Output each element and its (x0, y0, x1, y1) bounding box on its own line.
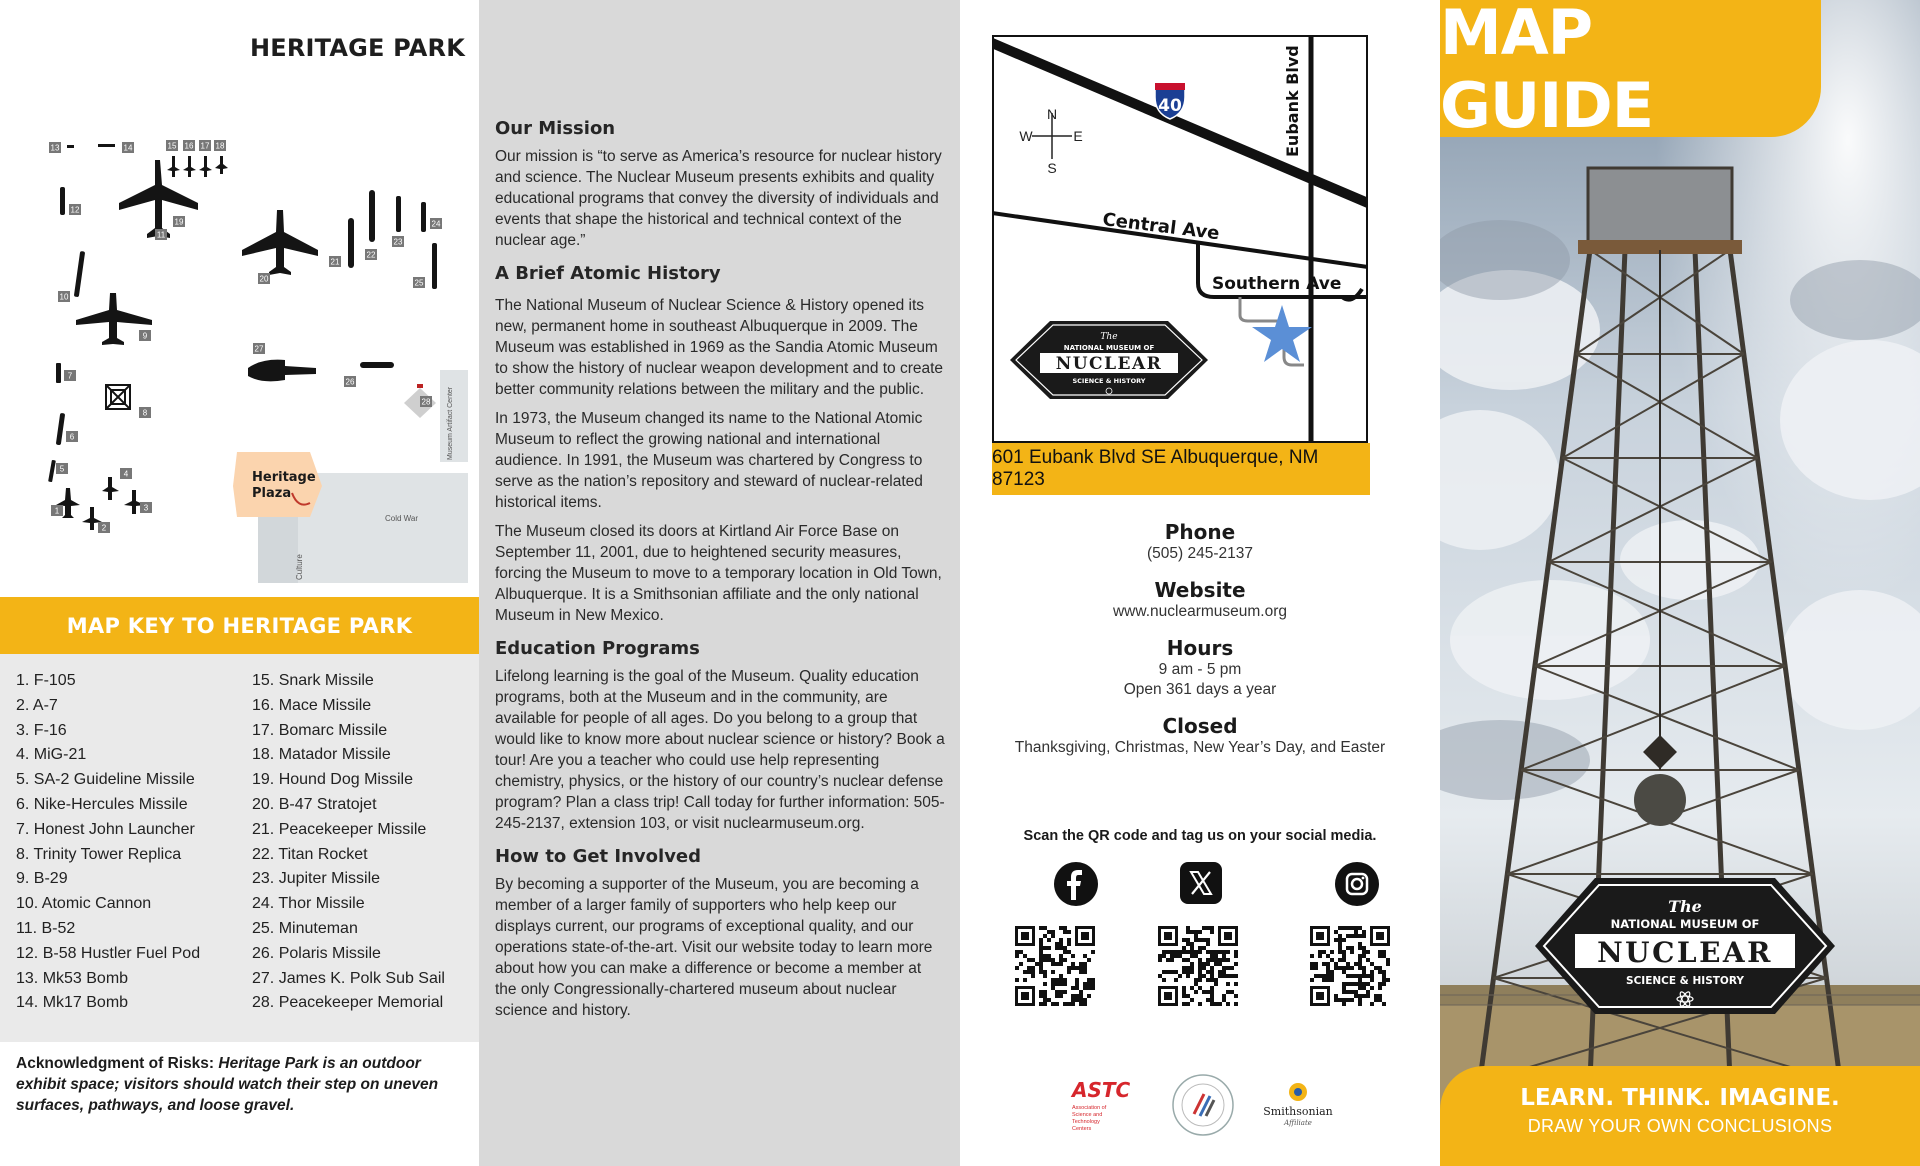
titan-rocket (369, 190, 375, 242)
svg-text:1: 1 (54, 506, 60, 516)
artifact-center-label: Museum Artifact Center (447, 386, 454, 460)
hours-value-1: 9 am - 5 pm (1158, 661, 1242, 678)
map-key-banner: MAP KEY TO HERITAGE PARK (0, 597, 479, 654)
map-key-item: 21. Peacekeeper Missile (252, 820, 427, 838)
involved-heading: How to Get Involved (495, 846, 702, 867)
hours-label: Hours (1166, 636, 1234, 660)
svg-text:Centers: Centers (1072, 1126, 1092, 1132)
culture-label: Culture (295, 554, 304, 580)
svg-text:Science and: Science and (1072, 1112, 1103, 1118)
svg-text:11: 11 (156, 230, 166, 240)
svg-text:25: 25 (414, 278, 424, 288)
interstate-40-shield (1155, 83, 1185, 119)
svg-text:4: 4 (123, 469, 129, 479)
map-marker-21 (329, 256, 341, 267)
map-key-item: 3. F-16 (16, 721, 67, 739)
aircraft-b52 (119, 160, 198, 238)
contact-block (960, 520, 1440, 772)
large-logo-line3: SCIENCE & HISTORY (1626, 975, 1744, 987)
svg-text:19: 19 (174, 217, 184, 227)
website-label: Website (1154, 578, 1246, 602)
svg-text:Association of: Association of (1072, 1105, 1107, 1111)
aircraft-b47 (242, 210, 318, 275)
map-key-item: 27. James K. Polk Sub Sail (252, 969, 445, 987)
small-logo-the: The (1100, 332, 1118, 342)
heritage-park-map (0, 120, 479, 590)
peacekeeper-missile (348, 218, 354, 268)
map-marker-22 (365, 249, 377, 260)
compass-w: W (1019, 128, 1033, 144)
acknowledgment-of-risks (16, 1053, 466, 1116)
smithsonian-affiliate-logo (1260, 1080, 1336, 1132)
heritage-park-title: HERITAGE PARK (249, 34, 465, 62)
large-logo-line2: NUCLEAR (1597, 936, 1773, 969)
small-logo-line1: NATIONAL MUSEUM OF (1063, 344, 1155, 352)
map-key-area (0, 654, 479, 1042)
tower-cabin (1588, 168, 1732, 250)
nike-hercules (56, 413, 65, 445)
svg-text:12: 12 (70, 205, 80, 215)
museum-logo-large (1535, 868, 1835, 1023)
map-marker-5 (56, 463, 68, 474)
history-section (495, 263, 945, 626)
svg-text:16: 16 (184, 141, 194, 151)
fuel-pod (60, 187, 65, 215)
map-key-item: 22. Titan Rocket (252, 845, 368, 863)
acknowledgment-text: Heritage Park is an outdoor exhibit space; visitors should watch their step on uneven surfaces, pathways, and loose gravel. (16, 1055, 439, 1114)
mission-text: Our mission is “to serve as America’s resource for nuclear history and science. The Nuclear Museum presents exhibits and quality educational programs that convey the diversity of individuals and events that shape the historical and technical context of the nuclear age.” (495, 148, 942, 249)
map-marker-10 (58, 291, 70, 302)
map-marker-16 (183, 140, 195, 151)
hound-dog (157, 175, 159, 192)
svg-text:Technology: Technology (1072, 1119, 1100, 1125)
mk53-bomb (67, 145, 74, 148)
acknowledgment-label: Acknowledgment of Risks: (16, 1055, 215, 1072)
address-bar: 601 Eubank Blvd SE Albuquerque, NM 87123 (992, 443, 1370, 495)
map-key-item: 23. Jupiter Missile (252, 870, 381, 888)
compass-s: S (1047, 160, 1057, 176)
large-logo-the: The (1668, 897, 1702, 916)
phone-label: Phone (1164, 520, 1236, 544)
smithsonian-text: Smithsonian (1263, 1105, 1333, 1118)
cold-war-label: Cold War (385, 514, 419, 523)
map-marker-19 (173, 216, 185, 227)
heritage-park-panel (0, 0, 479, 1166)
phone-value[interactable]: (505) 245-2137 (1147, 545, 1253, 562)
history-paragraph-2: In 1973, the Museum changed its name to the National Atomic Museum to reflect the growing national and international audience. In 1991, the Museum was chartered by Congress to serve as the nation’s repository and steward of nuclear-related historical items. (495, 410, 923, 511)
map-key-item: 28. Peacekeeper Memorial (252, 994, 444, 1012)
svg-text:26: 26 (345, 377, 355, 387)
jupiter-missile (396, 196, 401, 232)
map-key-item: 10. Atomic Cannon (16, 895, 152, 913)
map-marker-24 (430, 218, 442, 229)
thor-missile (421, 202, 426, 232)
scan-note: Scan the QR code and tag us on your social media. (1023, 828, 1377, 844)
svg-text:18: 18 (215, 141, 225, 151)
map-key-item: 25. Minuteman (252, 919, 358, 937)
map-marker-25 (413, 277, 425, 288)
map-marker-3 (140, 502, 152, 513)
mission-heading: Our Mission (495, 118, 616, 139)
map-key-item: 12. B-58 Hustler Fuel Pod (16, 944, 201, 962)
mission-section (495, 118, 945, 251)
map-key-item: 4. MiG-21 (16, 746, 87, 764)
svg-text:27: 27 (254, 344, 264, 354)
map-marker-26 (344, 376, 356, 387)
trinity-tower-replica (106, 385, 130, 409)
svg-text:21: 21 (330, 257, 340, 267)
svg-text:24: 24 (431, 219, 441, 229)
svg-text:2: 2 (101, 523, 107, 533)
smithsonian-sub-text: Affiliate (1284, 1119, 1312, 1127)
map-marker-11 (155, 229, 167, 240)
svg-text:6: 6 (69, 432, 75, 442)
map-marker-6 (66, 431, 78, 442)
map-key-item: 5. SA-2 Guideline Missile (16, 771, 195, 789)
sub-sail (248, 360, 316, 382)
closed-label: Closed (1162, 714, 1238, 738)
map-key-item: 26. Polaris Missile (252, 944, 381, 962)
missile-bomarc (199, 156, 212, 177)
map-marker-1 (51, 505, 63, 516)
svg-text:23: 23 (393, 237, 403, 247)
map-marker-27 (253, 343, 265, 354)
mk17-bomb (98, 144, 115, 147)
map-key-item: 6. Nike-Hercules Missile (16, 795, 188, 813)
minuteman (432, 243, 437, 289)
map-marker-13 (49, 142, 61, 153)
history-heading: A Brief Atomic History (495, 263, 721, 284)
map-marker-15 (166, 140, 178, 151)
map-key-column-1 (16, 669, 200, 1016)
aam-accredited-logo (1170, 1072, 1236, 1138)
map-marker-14 (122, 142, 134, 153)
southern-label: Southern Ave (1212, 274, 1342, 294)
svg-text:15: 15 (167, 141, 177, 151)
instagram-qr-code[interactable] (1310, 926, 1390, 1006)
x-qr-code[interactable] (1158, 926, 1238, 1006)
x-icon[interactable] (1180, 862, 1222, 904)
missile-snark (167, 156, 180, 177)
map-key-item: 19. Hound Dog Missile (252, 771, 413, 789)
map-marker-12 (69, 204, 81, 215)
about-panel (479, 0, 960, 1166)
museum-logo-small (1010, 321, 1208, 399)
info-panel (960, 0, 1440, 1166)
history-paragraph-1: The National Museum of Nuclear Science & History opened its new, permanent home in southeast Albuquerque in 2009. The Museum was established in 1969 as the Sandia Atomic Museum to show the history of nuclear weapon development and to create better community relations between the military and the public. (495, 297, 944, 398)
honest-john (56, 363, 61, 383)
closed-value: Thanksgiving, Christmas, New Year’s Day, and Easter (1014, 739, 1386, 756)
missile-matador (215, 156, 228, 174)
map-key-item: 2. A-7 (16, 696, 58, 714)
cover-tagline: LEARN. THINK. IMAGINE. (1520, 1085, 1840, 1111)
map-key-item: 9. B-29 (16, 870, 68, 888)
hours-value-2: Open 361 days a year (1123, 681, 1277, 698)
facebook-qr-code[interactable] (1015, 926, 1095, 1006)
central-label: Central Ave (1101, 209, 1221, 245)
atomic-cannon (74, 251, 85, 297)
heritage-plaza-label-1: Heritage (252, 470, 316, 485)
sa2-missile (48, 460, 56, 482)
map-key-item: 24. Thor Missile (252, 895, 365, 913)
cover-subline: DRAW YOUR OWN CONCLUSIONS (1527, 1116, 1833, 1136)
cover-title-tab (1440, 0, 1821, 142)
instagram-icon[interactable] (1335, 862, 1379, 906)
astc-text: ASTC (1072, 1078, 1131, 1102)
svg-text:8: 8 (142, 408, 148, 418)
svg-text:17: 17 (200, 141, 210, 151)
compass-n: N (1046, 106, 1058, 122)
map-marker-17 (199, 140, 211, 151)
map-marker-20 (258, 273, 270, 284)
map-marker-23 (392, 236, 404, 247)
small-logo-line3: SCIENCE & HISTORY (1072, 377, 1146, 385)
svg-text:28: 28 (421, 397, 431, 407)
svg-text:10: 10 (59, 292, 69, 302)
map-marker-28 (420, 396, 432, 407)
website-value[interactable]: www.nuclearmuseum.org (1112, 603, 1287, 620)
involved-text: By becoming a supporter of the Museum, you are becoming a member of a larger family of supporters who help keep our displays current, our programs of exceptional quality, and our operations state-of-the-art. Visit our website today to learn more about how you can make a difference or become a member at the only Congressionally-chartered museum about nuclear science and history. (495, 876, 933, 1019)
cover-footer (1440, 1066, 1920, 1166)
map-key-item: 1. F-105 (16, 672, 76, 689)
astc-logo (1070, 1075, 1140, 1135)
facebook-icon[interactable] (1054, 862, 1098, 906)
svg-text:13: 13 (50, 143, 60, 153)
eubank-label: Eubank Blvd (1283, 45, 1302, 157)
map-key-item: 18. Matador Missile (252, 746, 391, 764)
map-key-item: 8. Trinity Tower Replica (16, 845, 182, 863)
interstate-40-number: 40 (1158, 96, 1182, 116)
large-logo-line1: NATIONAL MUSEUM OF (1610, 917, 1760, 931)
svg-text:7: 7 (67, 371, 73, 381)
missile-mace (183, 156, 196, 177)
compass-e: E (1073, 128, 1083, 144)
street-map (992, 35, 1368, 443)
history-paragraph-3: The Museum closed its doors at Kirtland Air Force Base on September 11, 2001, due to heightened security measures, forcing the Museum to move to a temporary location in Old Town, Albuquerque. It is a Smithsonian affiliate and the only national Museum in New Mexico. (495, 523, 942, 624)
heritage-plaza-label-2: Plaza (252, 486, 292, 501)
involved-section (495, 846, 945, 1021)
svg-text:14: 14 (123, 143, 133, 153)
map-key-item: 16. Mace Missile (252, 696, 372, 714)
svg-text:5: 5 (59, 464, 65, 474)
map-marker-7 (64, 370, 76, 381)
map-marker-2 (98, 522, 110, 533)
map-key-item: 20. B-47 Stratojet (252, 795, 377, 813)
svg-text:3: 3 (143, 503, 149, 513)
svg-text:20: 20 (259, 274, 269, 284)
education-section (495, 638, 945, 834)
cover-panel (1440, 0, 1920, 1166)
map-key-item: 7. Honest John Launcher (16, 820, 195, 838)
map-key-item: 14. Mk17 Bomb (16, 994, 129, 1012)
map-marker-8 (139, 407, 151, 418)
education-heading: Education Programs (495, 638, 700, 659)
aircraft-mig21 (102, 477, 119, 500)
map-marker-4 (120, 468, 132, 479)
gadget-replica (1634, 774, 1686, 826)
map-marker-9 (139, 330, 151, 341)
map-key-item: 15. Snark Missile (252, 672, 374, 689)
cover-title: MAP GUIDE (1440, 0, 1654, 142)
map-key-item: 17. Bomarc Missile (252, 721, 388, 739)
education-text: Lifelong learning is the goal of the Museum. Quality education programs, both at the Museum and in the community, are available for people of all ages. Do you belong to a group that would like to know more about nuclear science or history? Book a tour! Are you a teacher who could use help representing chemistry, physics, or the history of our country’s nuclear defense program? Plan a class trip! Call today for further information: 505-245-2137, extension 103, or visit nuclearmuseum.org. (495, 668, 945, 832)
svg-text:9: 9 (142, 331, 148, 341)
map-key-column-2 (252, 669, 445, 1016)
artifact-center-zone (440, 370, 468, 462)
polaris-missile (360, 362, 394, 368)
map-key-item: 13. Mk53 Bomb (16, 969, 129, 987)
small-logo-line2: NUCLEAR (1055, 354, 1163, 374)
svg-text:22: 22 (366, 250, 376, 260)
map-marker-18 (214, 140, 226, 151)
map-key-item: 11. B-52 (16, 919, 76, 937)
